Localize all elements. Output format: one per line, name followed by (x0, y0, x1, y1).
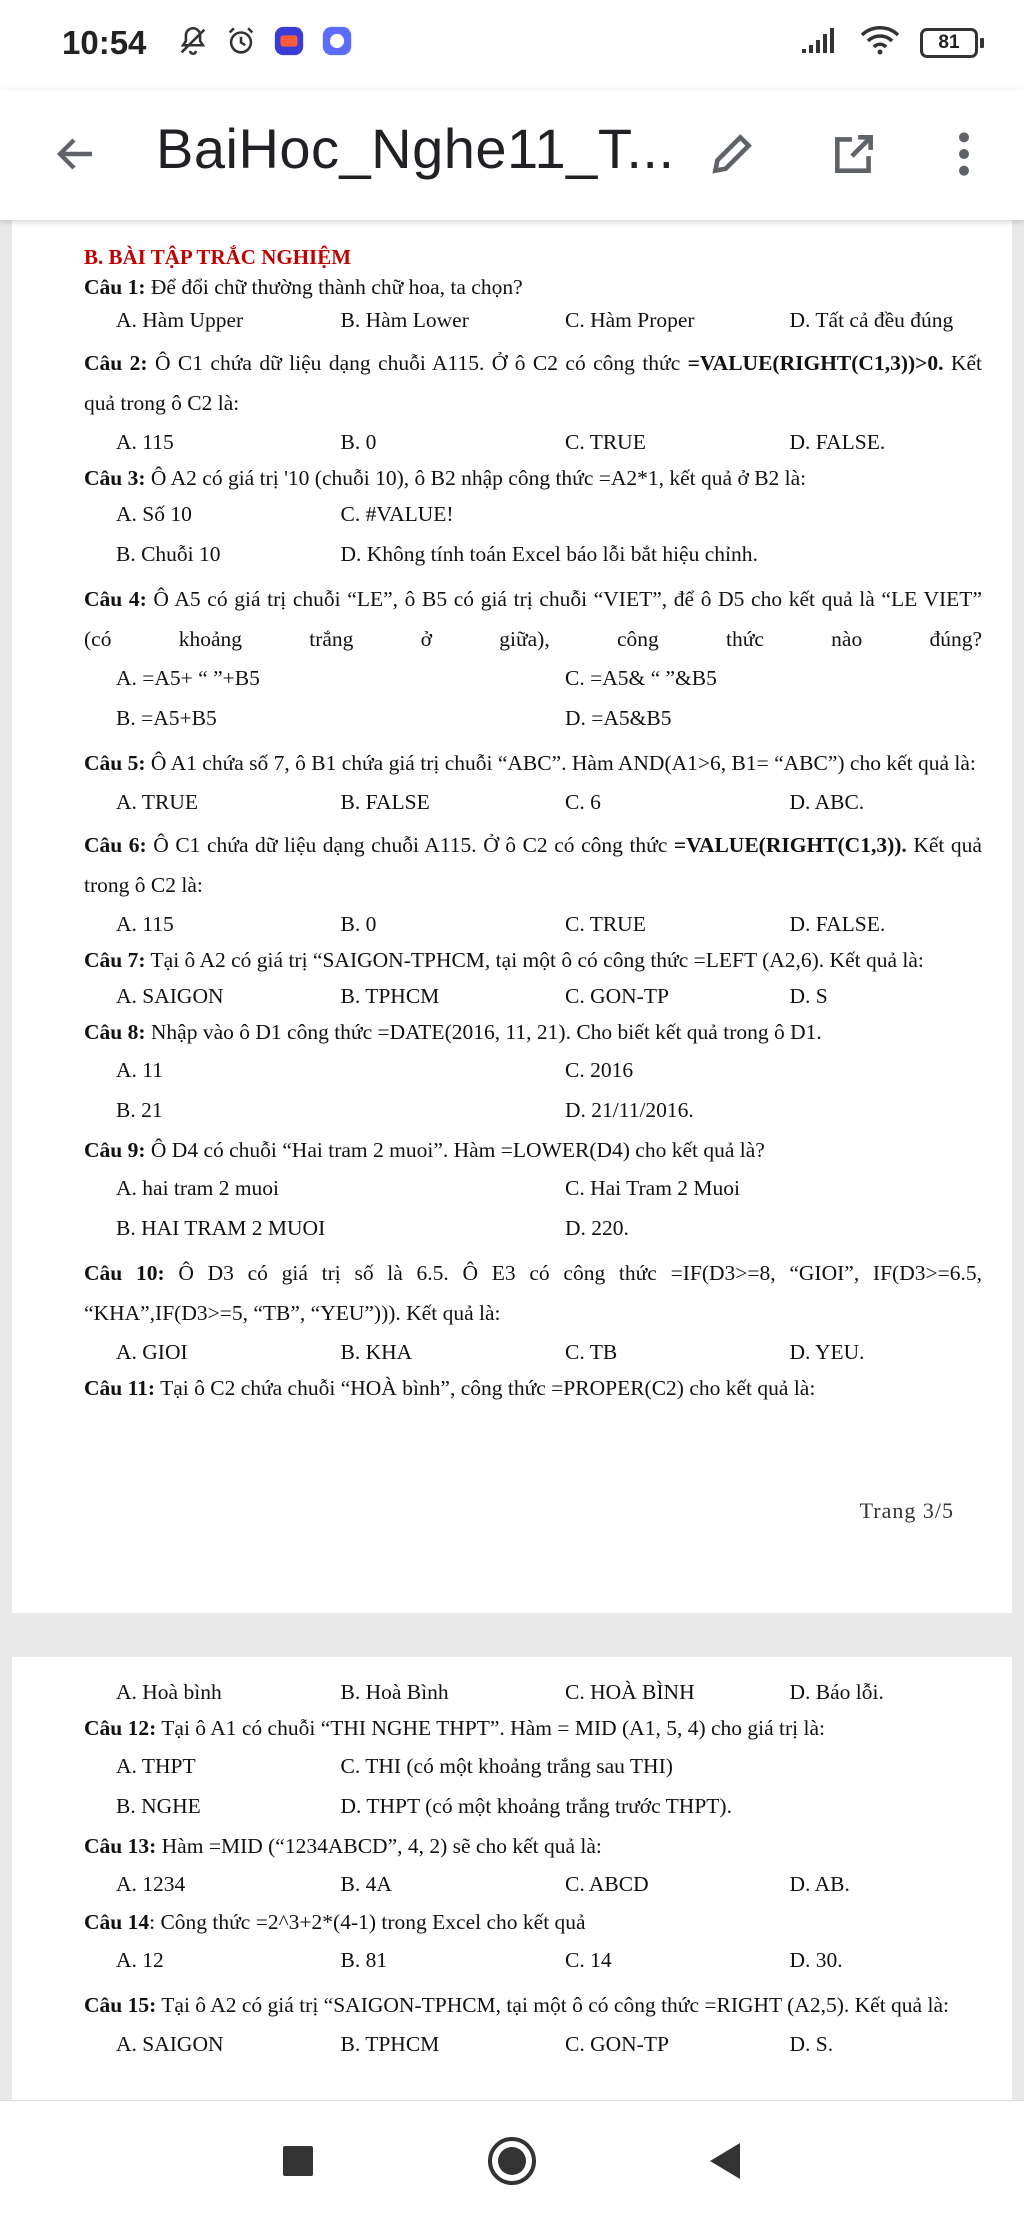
option: B. TPHCM (340, 2032, 440, 2056)
option: C. TB (565, 1340, 618, 1364)
section-title: B. BÀI TẬP TRẮC NGHIỆM (84, 245, 352, 269)
arrow-back-icon (52, 130, 100, 178)
question-8: Câu 8: Nhập vào ô D1 công thức =DATE(2016, 11, 21). Cho biết kết quả trong ô D1. (84, 1020, 822, 1044)
option: C. Hai Tram 2 Muoi (565, 1176, 741, 1200)
option: A. Số 10 (116, 502, 192, 526)
alarm-icon (224, 24, 258, 58)
option: C. TRUE (565, 430, 646, 454)
status-right (800, 24, 984, 61)
options-q6 (84, 911, 982, 937)
option: A. TRUE (116, 790, 199, 814)
status-time: 10:54 (62, 24, 147, 61)
option: A. GIOI (116, 1340, 188, 1364)
option: B. =A5+B5 (116, 706, 217, 730)
question-10: Câu 10: Ô D3 có giá trị số là 6.5. Ô E3 có công thức =IF(D3>=8, “GIOI”, IF(D3>=6.5, “KHA”,IF(D3>=5, “TB”, “YEU”))). Kết quả là: (84, 1261, 982, 1325)
question-6: Câu 6: Ô C1 chứa dữ liệu dạng chuỗi A115. Ở ô C2 có công thức =VALUE(RIGHT(C1,3)). Kết quả trong ô C2 là: (84, 833, 982, 897)
question-4: Câu 4: Ô A5 có giá trị chuỗi “LE”, ô B5 có giá trị chuỗi “VIET”, để ô D5 cho kết quả là “LE VIET” (có khoảng trắng ở giữa), công thức nào đúng? (84, 587, 982, 651)
open-external-button[interactable] (822, 122, 886, 186)
more-options-button[interactable] (934, 122, 994, 186)
options-q14 (84, 1947, 982, 1973)
question-5: Câu 5: Ô A1 chứa số 7, ô B1 chứa giá trị chuỗi “ABC”. Hàm AND(A1>6, B1= “ABC”) cho kết quả là: (84, 751, 976, 775)
page-content-2 (84, 1679, 982, 2057)
recents-button[interactable] (268, 2131, 328, 2191)
option: B. Hàm Lower (340, 308, 469, 332)
option: B. 0 (340, 912, 377, 936)
option: A. 12 (116, 1948, 164, 1972)
option: C. ABCD (565, 1872, 649, 1896)
option: D. Không tính toán Excel báo lỗi bắt hiệu chỉnh. (340, 542, 758, 566)
option: D. 220. (565, 1216, 629, 1240)
question-13: Câu 13: Hàm =MID (“1234ABCD”, 4, 2) sẽ cho kết quả là: (84, 1834, 602, 1858)
option: A. 11 (116, 1058, 163, 1082)
option: A. THPT (116, 1754, 196, 1778)
question-9: Câu 9: Ô D4 có chuỗi “Hai tram 2 muoi”. Hàm =LOWER(D4) cho kết quả là? (84, 1138, 765, 1162)
document-page-3 (12, 220, 1012, 1613)
options-q12 (84, 1753, 982, 1819)
option: C. 14 (565, 1948, 612, 1972)
document-viewer[interactable] (0, 220, 1024, 2100)
question-11: Câu 11: Tại ô C2 chứa chuỗi “HOÀ bình”, công thức =PROPER(C2) cho kết quả là: (84, 1376, 816, 1400)
option: B. 21 (116, 1098, 163, 1122)
option: C. TRUE (565, 912, 646, 936)
signal-icon (800, 25, 840, 60)
option: B. HAI TRAM 2 MUOI (116, 1216, 326, 1240)
option: D. ABC. (789, 790, 865, 814)
more-vert-icon (954, 129, 974, 179)
option: B. FALSE (340, 790, 430, 814)
question-3: Câu 3: Ô A2 có giá trị '10 (chuỗi 10), ô B2 nhập công thức =A2*1, kết quả ở B2 là: (84, 466, 807, 490)
notification-icons (176, 24, 354, 58)
question-15: Câu 15: Tại ô A2 có giá trị “SAIGON-TPHCM, tại một ô có công thức =RIGHT (A2,5). Kết quả là: (84, 1993, 949, 2017)
triangle-back-icon (706, 2141, 742, 2181)
option: A. =A5+ “ ”+B5 (116, 666, 260, 690)
option: D. AB. (789, 1872, 850, 1896)
options-q15 (84, 2031, 982, 2057)
option: A. 115 (116, 430, 174, 454)
option: C. #VALUE! (340, 502, 454, 526)
options-q7 (84, 983, 982, 1009)
option: B. KHA (340, 1340, 413, 1364)
options-q8 (84, 1057, 982, 1123)
option: A. SAIGON (116, 2032, 224, 2056)
square-icon (281, 2144, 315, 2178)
option: C. 6 (565, 790, 601, 814)
option: D. YEU. (789, 1340, 865, 1364)
question-1: Câu 1: Để đổi chữ thường thành chữ hoa, ta chọn? (84, 275, 523, 299)
option: A. Hoà bình (116, 1680, 222, 1704)
battery-level: 81 (920, 28, 978, 58)
option: B. Hoà Bình (340, 1680, 449, 1704)
option: D. FALSE. (789, 430, 886, 454)
option: C. THI (có một khoảng trắng sau THI) (340, 1754, 673, 1778)
options-q11 (84, 1679, 982, 1705)
home-button[interactable] (482, 2131, 542, 2191)
question-7: Câu 7: Tại ô A2 có giá trị “SAIGON-TPHCM, tại một ô có công thức =LEFT (A2,6). Kết quả là: (84, 948, 924, 972)
option: C. GON-TP (565, 2032, 669, 2056)
option: D. S. (789, 2032, 834, 2056)
question-12: Câu 12: Tại ô A1 có chuỗi “THI NGHE THPT”. Hàm = MID (A1, 5, 4) cho giá trị là: (84, 1716, 826, 1740)
app-bar (0, 90, 1024, 220)
wifi-icon (858, 24, 902, 61)
option: C. Hàm Proper (565, 308, 695, 332)
question-2: Câu 2: Ô C1 chứa dữ liệu dạng chuỗi A115. Ở ô C2 có công thức =VALUE(RIGHT(C1,3))>0. Kết quả trong ô C2 là: (84, 351, 982, 415)
question-14: Câu 14: Công thức =2^3+2*(4-1) trong Excel cho kết quả (84, 1910, 586, 1934)
options-q5 (84, 789, 982, 815)
option: D. =A5&B5 (565, 706, 672, 730)
option: B. NGHE (116, 1794, 201, 1818)
option: A. Hàm Upper (116, 308, 244, 332)
option: C. 2016 (565, 1058, 634, 1082)
option: D. Báo lỗi. (789, 1680, 884, 1704)
options-q3 (84, 501, 982, 567)
back-button[interactable] (44, 122, 108, 186)
option: B. 4A (340, 1872, 392, 1896)
system-nav-bar (0, 2100, 1024, 2218)
app-notification-icon-2 (320, 24, 354, 58)
app-notification-icon (272, 24, 306, 58)
battery-icon (920, 28, 984, 58)
options-q4 (84, 665, 982, 731)
document-page-4 (12, 1657, 1012, 2100)
options-q1 (84, 307, 982, 333)
option: D. 21/11/2016. (565, 1098, 694, 1122)
status-bar (0, 0, 1024, 90)
option: A. hai tram 2 muoi (116, 1176, 280, 1200)
option: C. HOÀ BÌNH (565, 1680, 695, 1704)
document-title: BaiHoc_Nghe11_T... (156, 117, 675, 180)
back-nav-button[interactable] (694, 2131, 754, 2191)
open-in-new-icon (829, 129, 879, 179)
page-content (84, 244, 982, 1401)
option: D. 30. (789, 1948, 843, 1972)
circle-icon (486, 2135, 538, 2187)
pencil-icon (707, 129, 757, 179)
option: A. SAIGON (116, 984, 224, 1008)
notifications-off-icon (176, 24, 210, 58)
edit-button[interactable] (700, 122, 764, 186)
options-q10 (84, 1339, 982, 1365)
options-q9 (84, 1175, 982, 1241)
page-footer: Trang 3/5 (859, 1498, 954, 1523)
option: B. 81 (340, 1948, 388, 1972)
option: B. TPHCM (340, 984, 440, 1008)
option: D. S (789, 984, 828, 1008)
option: D. Tất cả đều đúng (789, 308, 954, 332)
option: D. THPT (có một khoảng trắng trước THPT). (340, 1794, 732, 1818)
option: A. 115 (116, 912, 174, 936)
option: A. 1234 (116, 1872, 186, 1896)
options-q2 (84, 429, 982, 455)
option: B. 0 (340, 430, 377, 454)
option: C. GON-TP (565, 984, 669, 1008)
option: B. Chuỗi 10 (116, 542, 221, 566)
options-q13 (84, 1871, 982, 1897)
option: C. =A5& “ ”&B5 (565, 666, 717, 690)
option: D. FALSE. (789, 912, 886, 936)
